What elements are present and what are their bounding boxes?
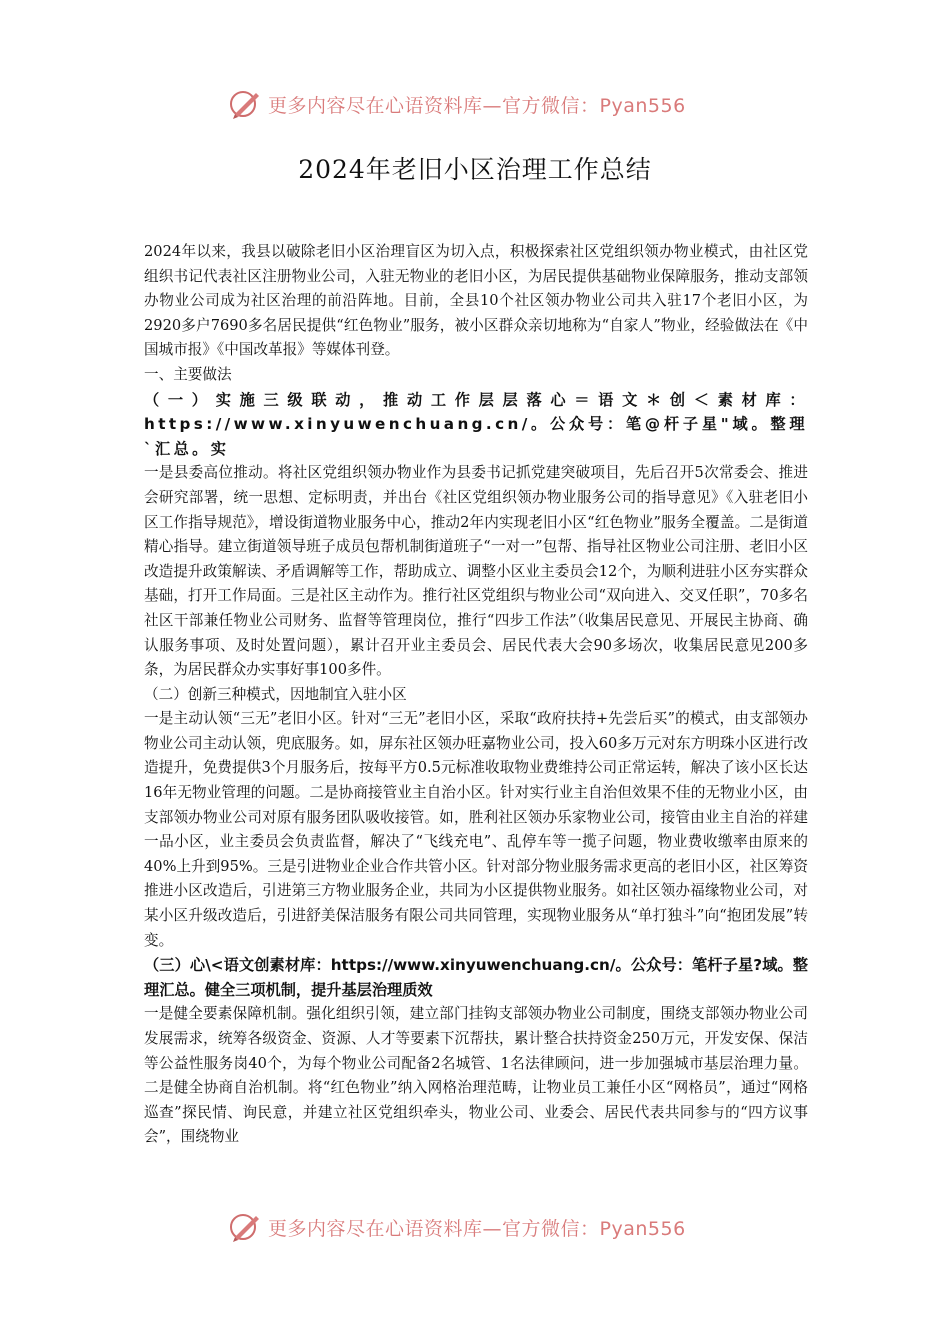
body-paragraph-3: 一是健全要素保障机制。强化组织引领，建立部门挂钩支部领办物业公司制度，围绕支部领办物业公司发展需求，统筹各级资金、资源、人才等要素下沉帮扶，累计整合扶持资金250万元，开发安保、保洁等公益性服务岗40个，为每个物业公司配备2名城管、1名法律顾问，进一步加强城市基层治理力量。二是健全协商自治机制。将“红色物业”纳入网格治理范畴，让物业员工兼任小区“网格员”，通过“网格巡查”探民情、询民意，并建立社区党组织牵头，物业公司、业委会、居民代表共同参与的“四方议事会”，围绕物业 [144,1005,808,1146]
body-paragraph-2: 一是主动认领“三无”老旧小区。针对“三无”老旧小区，采取“政府扶持+先尝后买”的模式，由支部领办物业公司主动认领，兜底服务。如，屏东社区领办旺嘉物业公司，投入60多万元对东方明珠小区进行改造提升，免费提供3个月服务后，按每平方0.5元标准收取物业费维持公司正常运转，解决了该小区长达16年无物业管理的问题。二是协商接管业主自治小区。针对实行业主自治但效果不佳的无物业小区，由支部领办物业公司对原有服务团队吸收接管。如，胜利社区领办乐家物业公司，接管由业主自治的祥建一品小区，业主委员会负责监督，解决了“飞线充电”、乱停车等一揽子问题，物业费收缴率由原来的40%上升到95%。三是引进物业企业合作共管小区。针对部分物业服务需求更高的老旧小区，社区筹资推进小区改造后，引进第三方物业服务企业，共同为小区提供物业服务。如社区领办福缘物业公司，对某小区升级改造后，引进舒美保洁服务有限公司共同管理，实现物业服务从“单打独斗”向“抱团发展”转变。 [144,710,808,949]
subheading-3: （三）心\<语文创素材库：https://www.xinyuwenchuang.cn/。公众号：笔杆子星?域。整理汇总。健全三项机制，提升基层治理质效 [144,956,808,999]
watermark-banner-top [228,84,728,124]
body-paragraph-1: 一是县委高位推动。将社区党组织领办物业作为县委书记抓党建突破项目，先后召开5次常委会、推进会研究部署，统一思想、定标明责，并出台《社区党组织领办物业服务公司的指导意见》《入驻老旧小区工作指导规范》，增设街道物业服务中心，推动2年内实现老旧小区“红色物业”服务全覆盖。二是街道精心指导。建立街道领导班子成员包帮机制街道班子“一对一”包帮、指导社区物业公司注册、老旧小区改造提升政策解读、矛盾调解等工作，帮助成立、调整小区业主委员会12个，为顺利进驻小区夯实群众基础，打开工作局面。三是社区主动作为。推行社区党组织与物业公司“双向进入、交叉任职”，70多名社区干部兼任物业公司财务、监督等管理岗位，推行“四步工作法”（收集居民意见、开展民主协商、确认服务事项、及时处置问题），累计召开业主委员会、居民代表大会90多场次，收集居民意见200多条，为居民群众办实事好事100多件。 [144,464,808,679]
document-title: 2024年老旧小区治理工作总结 [298,155,652,184]
watermark-text: 更多内容尽在心语资料库—官方微信：Pyan556 [268,1217,686,1240]
watermark-text: 更多内容尽在心语资料库—官方微信：Pyan556 [268,94,686,117]
watermark-banner-bottom [228,1207,728,1247]
pen-logo-icon [228,1210,262,1244]
subheading-2: （二）创新三种模式，因地制宜入驻小区 [144,685,407,703]
intro-paragraph: 2024年以来，我县以破除老旧小区治理盲区为切入点，积极探索社区党组织领办物业模式，由社区党组织书记代表社区注册物业公司，入驻无物业的老旧小区，为居民提供基础物业保障服务，推动支部领办物业公司成为社区治理的前沿阵地。目前，全县10个社区领办物业公司共入驻17个老旧小区，为2920多户7690多名居民提供“红色物业”服务，被小区群众亲切地称为“自家人”物业，经验做法在《中国城市报》《中国改革报》等媒体刊登。 [144,243,808,359]
section-heading-main-practices: 一、主要做法 [144,365,232,383]
subheading-1: （一）实施三级联动，推动工作层层落心＝语文＊创＜素材库：https://www.xinyuwenchuang.cn/。公众号：笔@杆子星"域。整理`汇总。实 [144,390,808,458]
document-body [144,240,808,1150]
pen-logo-icon [228,87,262,121]
